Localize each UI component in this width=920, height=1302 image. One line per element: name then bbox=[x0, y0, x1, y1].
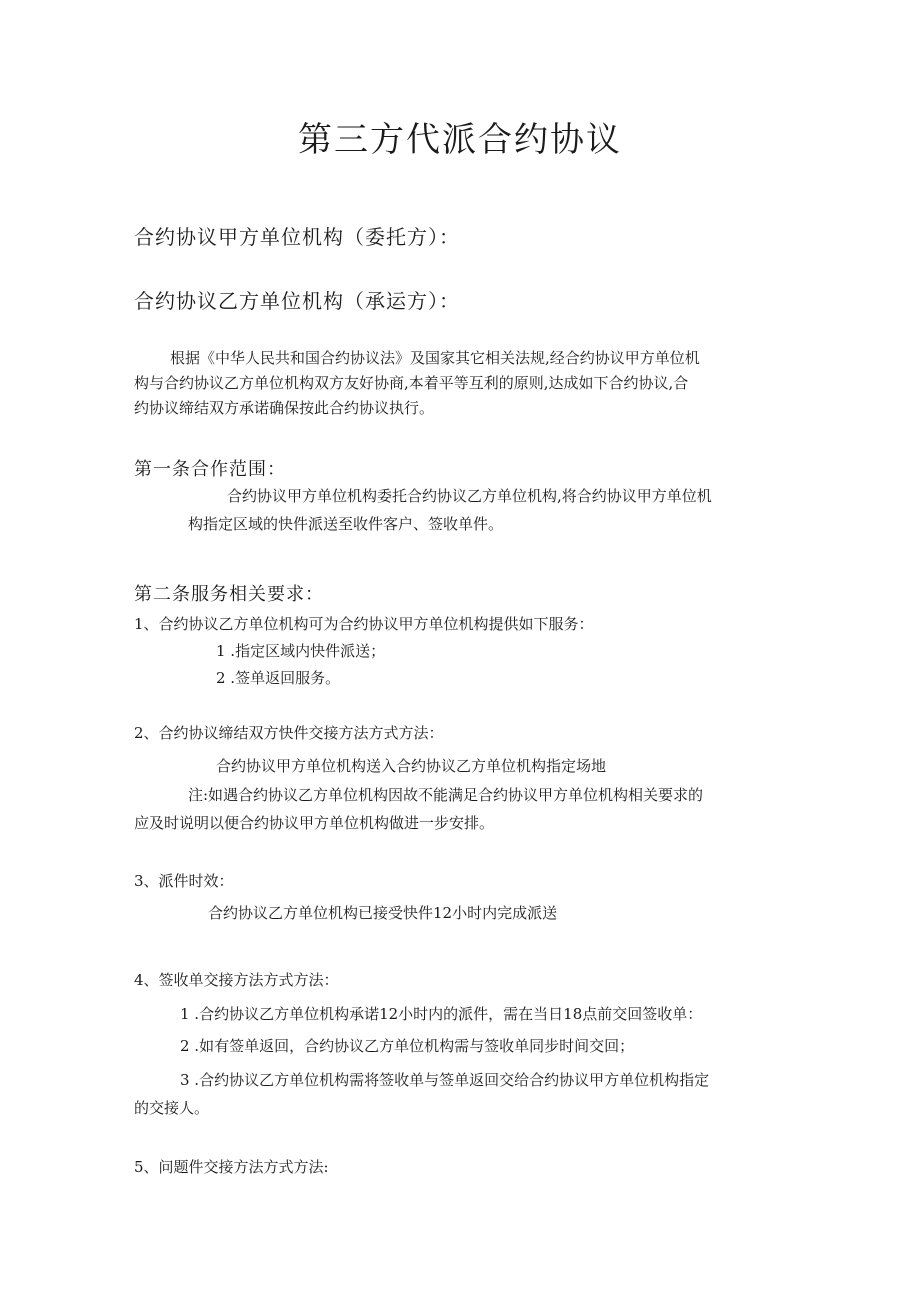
section-1-item: 2 .签单返回服务。 bbox=[216, 669, 341, 687]
section-1-item: 1 .指定区域内快件派送； bbox=[216, 642, 386, 660]
article-2-heading: 第二条服务相关要求： bbox=[134, 584, 324, 605]
section-2-note: 注:如遇合约协议乙方单位机构因故不能满足合约协议甲方单位机构相关要求的 bbox=[188, 786, 704, 804]
party-b-line: 合约协议乙方单位机构（承运方）： bbox=[134, 289, 460, 313]
section-2-note: 应及时说明以便合约协议甲方单位机构做进一步安排。 bbox=[134, 814, 495, 832]
party-a-line: 合约协议甲方单位机构（委托方）： bbox=[134, 225, 460, 249]
section-4-title: 4、签收单交接方法方式方法： bbox=[134, 971, 339, 989]
intro-line: 约协议缔结双方承诺确保按此合约协议执行。 bbox=[134, 399, 435, 417]
section-4-item-cont: 的交接人。 bbox=[134, 1099, 210, 1117]
article-1-heading: 第一条合作范围： bbox=[134, 459, 286, 480]
article-1-line: 构指定区域的快件派送至收件客户、签收单件。 bbox=[188, 515, 504, 533]
section-4-item: 2 .如有签单返回，合约协议乙方单位机构需与签收单同步时间交回； bbox=[180, 1037, 635, 1055]
section-4-item: 3 .合约协议乙方单位机构需将签收单与签单返回交给合约协议甲方单位机构指定 bbox=[180, 1071, 710, 1089]
intro-line: 根据《中华人民共和国合约协议法》及国家其它相关法规,经合约协议甲方单位机 bbox=[170, 349, 700, 367]
section-4-item: 1 .合约协议乙方单位机构承诺12小时内的派件，需在当日18点前交回签收单： bbox=[180, 1005, 703, 1023]
intro-line: 构与合约协议乙方单位机构双方友好协商,本着平等互利的原则,达成如下合约协议,合 bbox=[134, 374, 689, 392]
article-1-line: 合约协议甲方单位机构委托合约协议乙方单位机构,将合约协议甲方单位机 bbox=[227, 487, 712, 505]
section-3-line: 合约协议乙方单位机构已接受快件12小时内完成派送 bbox=[208, 904, 558, 922]
section-2-line: 合约协议甲方单位机构送入合约协议乙方单位机构指定场地 bbox=[216, 757, 607, 775]
section-2-title: 2、合约协议缔结双方快件交接方法方式方法： bbox=[134, 724, 444, 742]
section-3-title: 3、派件时效： bbox=[134, 872, 234, 890]
section-5-title: 5、问题件交接方法方式方法: bbox=[134, 1158, 329, 1176]
section-1-title: 1、合约协议乙方单位机构可为合约协议甲方单位机构提供如下服务： bbox=[134, 615, 594, 633]
page-title: 第三方代派合约协议 bbox=[298, 120, 622, 160]
